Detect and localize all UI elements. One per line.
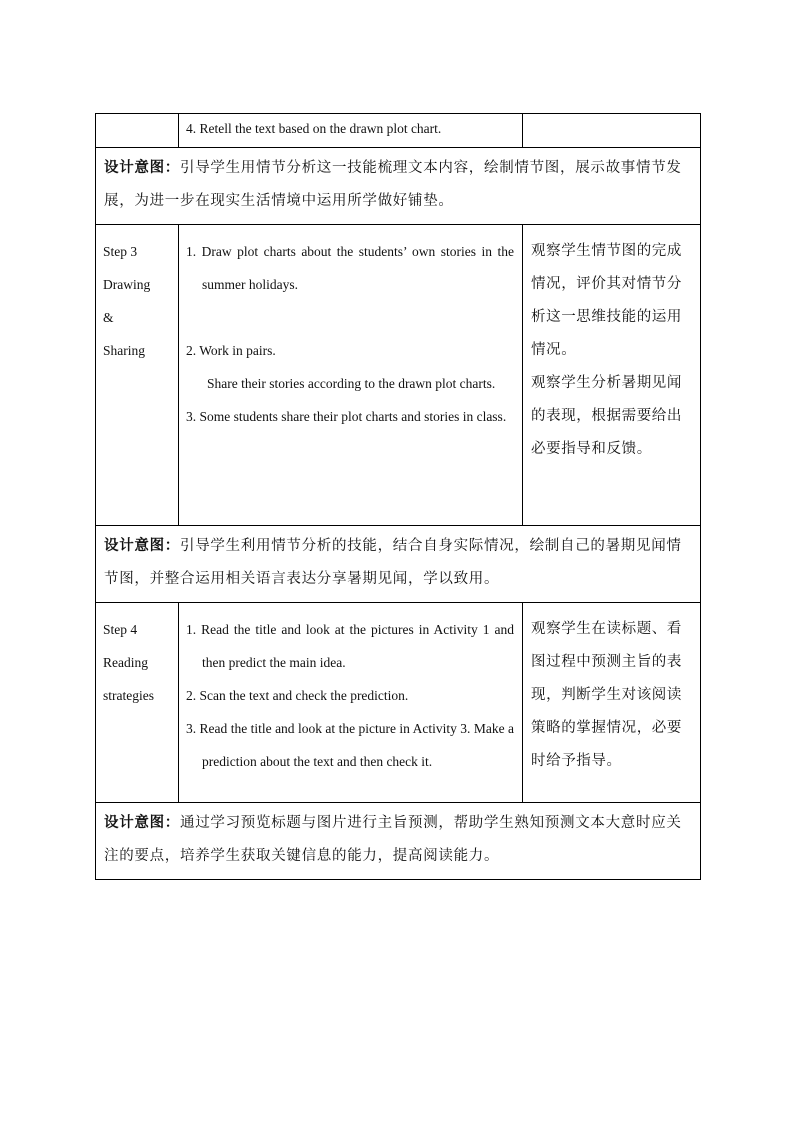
lesson-plan-table	[95, 113, 701, 880]
evaluation-text: 观察学生分析暑期见闻的表现，根据需要给出必要指导和反馈。	[531, 375, 682, 457]
design-intent-text: 引导学生用情节分析这一技能梳理文本内容，绘制情节图，展示故事情节发展，为进一步在现实生活情境中运用所学做好铺垫。	[104, 160, 682, 209]
evaluation-cell	[523, 114, 701, 148]
evaluation-text: 观察学生在读标题、看图过程中预测主旨的表现，判断学生对该阅读策略的掌握情况，必要时给予指导。	[531, 621, 682, 769]
step-number: Step 4	[103, 622, 138, 637]
step-cell	[96, 114, 179, 148]
design-intent-cell	[96, 148, 701, 225]
table-row	[96, 225, 701, 526]
activity-item: 1. Draw plot charts about the students’ own stories in the summer holidays.	[186, 244, 514, 292]
design-intent-label: 设计意图：	[104, 538, 180, 554]
step-name: Sharing	[103, 343, 145, 358]
activity-item: 3. Some students share their plot charts and stories in class.	[186, 409, 507, 424]
evaluation-cell	[523, 225, 701, 526]
activity-text: 4. Retell the text based on the drawn plot chart.	[186, 121, 442, 136]
design-intent-cell	[96, 526, 701, 603]
evaluation-text: 观察学生情节图的完成情况，评价其对情节分析这一思维技能的运用情况。	[531, 243, 682, 358]
activity-cell	[179, 225, 523, 526]
activity-item: 1. Read the title and look at the pictures in Activity 1 and then predict the main idea.	[186, 622, 514, 670]
activity-item: 2. Work in pairs.	[186, 343, 276, 358]
table-row	[96, 803, 701, 880]
design-intent-label: 设计意图：	[104, 815, 180, 831]
table-row	[96, 603, 701, 803]
design-intent-text: 引导学生利用情节分析的技能，结合自身实际情况，绘制自己的暑期见闻情节图，并整合运用相关语言表达分享暑期见闻，学以致用。	[104, 538, 682, 587]
activity-cell	[179, 114, 523, 148]
step-name: &	[103, 310, 114, 325]
step-cell	[96, 603, 179, 803]
step-cell	[96, 225, 179, 526]
activity-item: 3. Read the title and look at the picture in Activity 3. Make a prediction about the text and then check it.	[186, 721, 514, 769]
step-name: Drawing	[103, 277, 151, 292]
design-intent-label: 设计意图：	[104, 160, 180, 176]
table-row	[96, 526, 701, 603]
table-row	[96, 148, 701, 225]
activity-cell	[179, 603, 523, 803]
table-row	[96, 114, 701, 148]
activity-item: Share their stories according to the drawn plot charts.	[207, 376, 496, 391]
design-intent-cell	[96, 803, 701, 880]
step-name: strategies	[103, 688, 154, 703]
activity-item: 2. Scan the text and check the prediction.	[186, 688, 409, 703]
design-intent-text: 通过学习预览标题与图片进行主旨预测，帮助学生熟知预测文本大意时应关注的要点，培养学生获取关键信息的能力，提高阅读能力。	[104, 815, 682, 864]
step-number: Step 3	[103, 244, 138, 259]
evaluation-cell	[523, 603, 701, 803]
step-name: Reading	[103, 655, 148, 670]
